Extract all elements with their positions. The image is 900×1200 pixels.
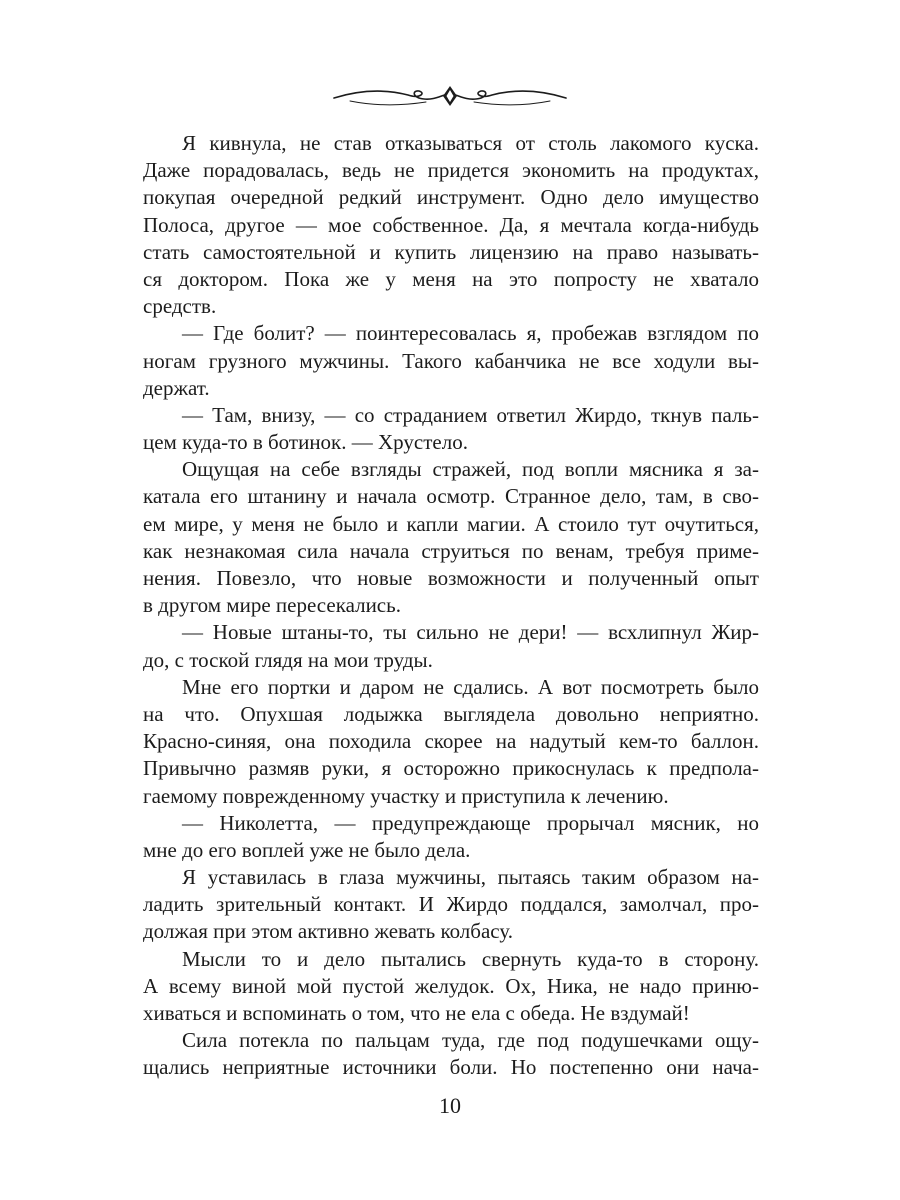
text-line: Привычно размяв руки, я осторожно прикоснулась к предпола- bbox=[143, 756, 759, 781]
text-line: Даже порадовалась, ведь не придется экономить на продуктах, bbox=[143, 158, 759, 183]
text-line: нения. Повезло, что новые возможности и полученный опыт bbox=[143, 566, 759, 590]
text-line: должая при этом активно жевать колбасу. bbox=[143, 919, 513, 944]
text-line: покупая очередной редкий инструмент. Одно дело имущество bbox=[143, 185, 759, 210]
text-line: до, с тоской глядя на мои труды. bbox=[143, 647, 433, 672]
text-line: Полоса, другое — мое собственное. Да, я мечтала когда-нибудь bbox=[143, 212, 759, 237]
text-line: щались неприятные источники боли. Но постепенно они нача- bbox=[143, 1055, 759, 1080]
text-line: средств. bbox=[143, 294, 217, 319]
text-line: Я кивнула, не став отказываться от столь лакомого куска. bbox=[182, 131, 759, 155]
text-line: Мне его портки и даром не сдались. А вот посмотреть было bbox=[182, 674, 759, 699]
text-line: в другом мире пересекались. bbox=[143, 593, 401, 618]
text-line: — Николетта, — предупреждающе прорычал мясник, но bbox=[182, 810, 759, 835]
text-line: катала его штанину и начала осмотр. Странное дело, там, в сво- bbox=[143, 484, 759, 509]
text-line: А всему виной мой пустой желудок. Ох, Ника, не надо приню- bbox=[143, 973, 759, 998]
text-line: Ощущая на себе взгляды стражей, под вопли мясника я за- bbox=[182, 457, 759, 482]
text-line: ся доктором. Пока же у меня на это попросту не хватало bbox=[143, 266, 759, 291]
text-line: как незнакомая сила начала струиться по венам, требуя приме- bbox=[143, 538, 759, 563]
text-line: на что. Опухшая лодыжка выглядела довольно неприятно. bbox=[143, 701, 759, 726]
text-line: — Новые штаны-то, ты сильно не дери! — всхлипнул Жир- bbox=[182, 620, 759, 645]
body-text bbox=[143, 130, 759, 1082]
text-line: держат. bbox=[143, 375, 210, 400]
text-line: Красно-синяя, она походила скорее на надутый кем-то баллон. bbox=[143, 729, 759, 754]
text-line: ем мире, у меня не было и капли магии. А стоило тут очутиться, bbox=[143, 511, 759, 536]
ornament-divider bbox=[330, 82, 570, 112]
text-line: Сила потекла по пальцам туда, где под подушечками ощу- bbox=[182, 1028, 759, 1053]
text-line: Мысли то и дело пытались свернуть куда-то в сторону. bbox=[182, 946, 759, 971]
text-line: мне до его воплей уже не было дела. bbox=[143, 837, 471, 862]
text-line: цем куда-то в ботинок. — Хрустело. bbox=[143, 430, 468, 455]
text-line: Я уставилась в глаза мужчины, пытаясь таким образом на- bbox=[182, 865, 759, 890]
text-line: — Где болит? — поинтересовалась я, пробежав взглядом по bbox=[182, 321, 759, 346]
page-number: 10 bbox=[439, 1093, 461, 1118]
text-line: ладить зрительный контакт. И Жирдо поддался, замолчал, про- bbox=[143, 892, 759, 917]
text-line: ногам грузного мужчины. Такого кабанчика не все ходули вы- bbox=[143, 348, 759, 373]
text-line: — Там, внизу, — со страданием ответил Жирдо, ткнув паль- bbox=[182, 402, 759, 427]
text-line: гаемому поврежденному участку и приступила к лечению. bbox=[143, 783, 669, 808]
text-line: хиваться и вспоминать о том, что не ела с обеда. Не вздумай! bbox=[143, 1001, 690, 1025]
text-line: стать самостоятельной и купить лицензию на право называть- bbox=[143, 239, 759, 264]
